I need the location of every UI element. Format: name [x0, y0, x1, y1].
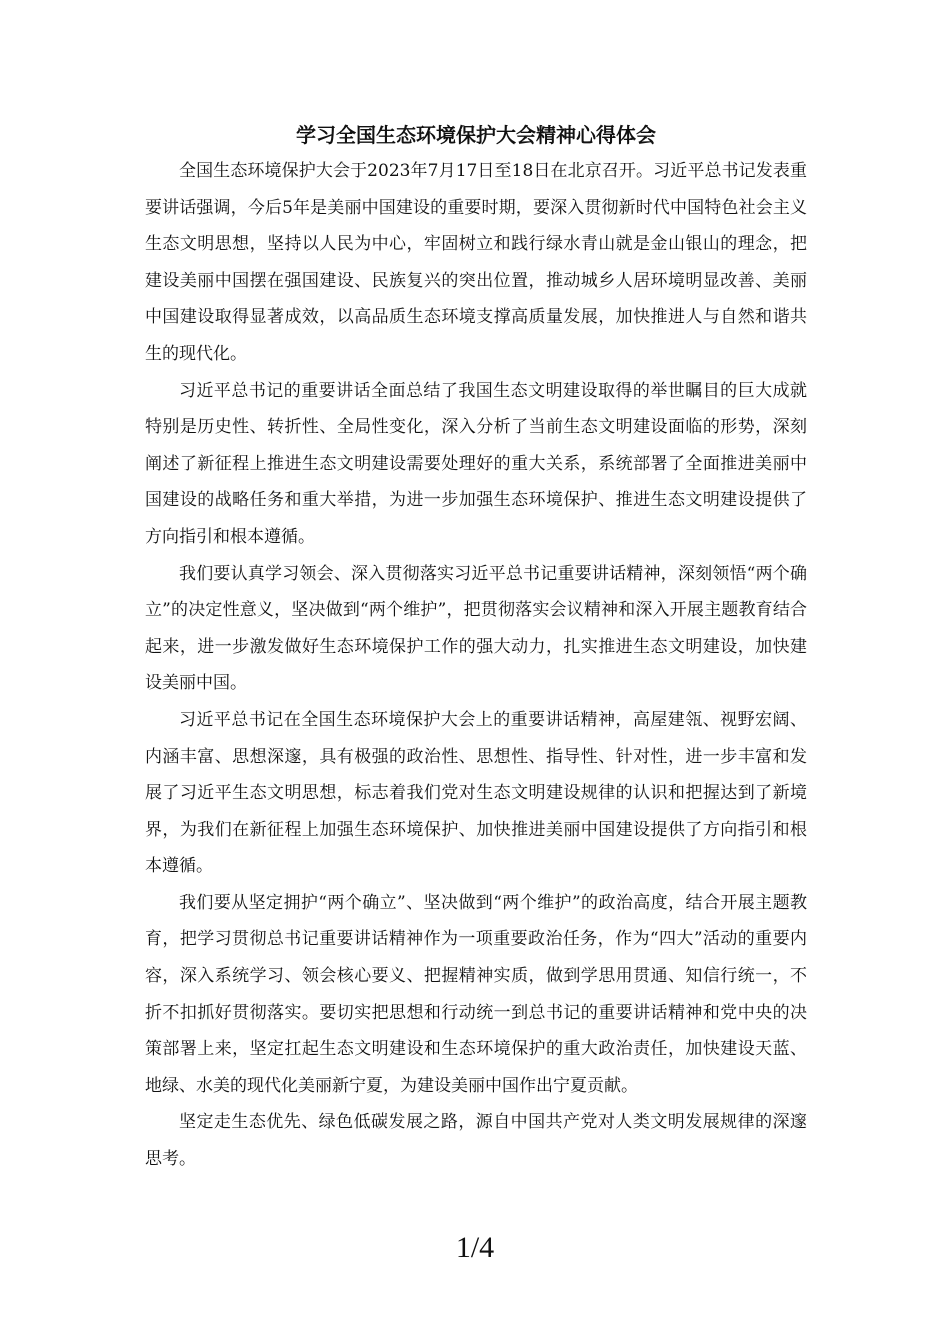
paragraph: 习近平总书记的重要讲话全面总结了我国生态文明建设取得的举世瞩目的巨大成就特别是历史性、转折性、全局性变化，深入分析了当前生态文明建设面临的形势，深刻阐述了新征程上推进生态文明建设需要处理好的重大关系，系统部署了全面推进美丽中国建设的战略任务和重大举措，为进一步加强生态环境保护、推进生态文明建设提供了方向指引和根本遵循。 [145, 380, 807, 547]
paragraph: 我们要从坚定拥护“两个确立”、坚决做到“两个维护”的政治高度，结合开展主题教育，把学习贯彻总书记重要讲话精神作为一项重要政治任务，作为“四大”活动的重要内容，深入系统学习、领会核心要义、把握精神实质，做到学思用贯通、知信行统一，不折不扣抓好贯彻落实。要切实把思想和行动统一到总书记的重要讲话精神和党中央的决策部署上来，坚定扛起生态文明建设和生态环境保护的重大政治责任，加快建设天蓝、地绿、水美的现代化美丽新宁夏，为建设美丽中国作出宁夏贡献。 [145, 892, 807, 1096]
paragraph: 全国生态环境保护大会于2023年7月17日至18日在北京召开。习近平总书记发表重要讲话强调，今后5年是美丽中国建设的重要时期，要深入贯彻新时代中国特色社会主义生态文明思想，坚持以人民为中心，牢固树立和践行绿水青山就是金山银山的理念，把建设美丽中国摆在强国建设、民族复兴的突出位置，推动城乡人居环境明显改善、美丽中国建设取得显著成效，以高品质生态环境支撑高质量发展，加快推进人与自然和谐共生的现代化。 [145, 161, 807, 364]
paragraph: 习近平总书记在全国生态环境保护大会上的重要讲话精神，高屋建瓴、视野宏阔、内涵丰富、思想深邃，具有极强的政治性、思想性、指导性、针对性，进一步丰富和发展了习近平生态文明思想，标志着我们党对生态文明建设规律的认识和把握达到了新境界，为我们在新征程上加强生态环境保护、加快推进美丽中国建设提供了方向指引和根本遵循。 [145, 709, 807, 877]
paragraph: 坚定走生态优先、绿色低碳发展之路，源自中国共产党对人类文明发展规律的深邃思考。 [145, 1112, 807, 1170]
paragraph: 我们要认真学习领会、深入贯彻落实习近平总书记重要讲话精神，深刻领悟“两个确立”的决定性意义，坚决做到“两个维护”，把贯彻落实会议精神和深入开展主题教育结合起来，进一步激发做好生态环境保护工作的强大动力，扎实推进生态文明建设，加快建设美丽中国。 [145, 563, 807, 694]
document-title: 学习全国生态环境保护大会精神心得体会 [296, 123, 656, 147]
document-body [145, 153, 807, 1178]
page-number: 1/4 [455, 1231, 495, 1264]
